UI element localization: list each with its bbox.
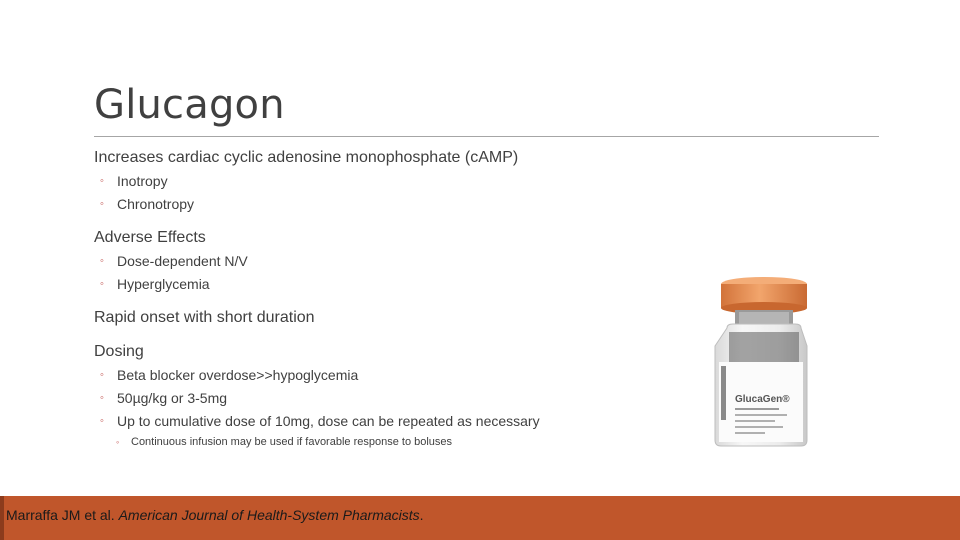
citation: [6, 507, 424, 523]
bullet-hyperglycemia: ◦ Hyperglycemia: [100, 276, 210, 292]
bullet-beta-blocker: ◦ Beta blocker overdose>>hypoglycemia: [100, 367, 359, 383]
bullet-cumulative-dose: ◦ Up to cumulative dose of 10mg, dose can be repeated as necessary: [100, 413, 540, 429]
citation-end: .: [419, 507, 424, 523]
section-heading-camp: Increases cardiac cyclic adenosine monophosphate (cAMP): [94, 149, 519, 166]
vial-label: GlucaGen®: [735, 394, 790, 405]
title-divider: [94, 136, 879, 137]
bullet-marker: ◦: [100, 392, 104, 404]
bullet-marker: ◦: [100, 198, 104, 210]
bullet-dose-weight: ◦ 50µg/kg or 3-5mg: [100, 390, 228, 406]
section-heading-onset: Rapid onset with short duration: [94, 309, 315, 326]
section-heading-adverse-effects: Adverse Effects: [94, 229, 206, 246]
footer-accent: [0, 496, 4, 540]
bullet-marker: ◦: [116, 437, 120, 447]
bullet-inotropy: ◦ Inotropy: [100, 173, 168, 189]
bullet-marker: ◦: [100, 369, 104, 381]
bullet-marker: ◦: [100, 415, 104, 427]
citation-authors: Marraffa JM et al.: [6, 507, 119, 523]
bullet-nv: ◦ Dose-dependent N/V: [100, 253, 248, 269]
bullet-chronotropy: ◦ Chronotropy: [100, 196, 195, 212]
bullet-marker: ◦: [100, 278, 104, 290]
citation-journal: American Journal of Health-System Pharmacists: [118, 507, 420, 523]
bullet-marker: ◦: [100, 175, 104, 187]
bullet-marker: ◦: [100, 255, 104, 267]
subbullet-infusion: ◦ Continuous infusion may be used if favorable response to boluses: [116, 436, 453, 448]
glucagen-vial-image: [705, 276, 823, 448]
slide-title: Glucagon: [94, 82, 285, 128]
section-heading-dosing: Dosing: [94, 343, 144, 360]
slide-content: [94, 148, 694, 450]
